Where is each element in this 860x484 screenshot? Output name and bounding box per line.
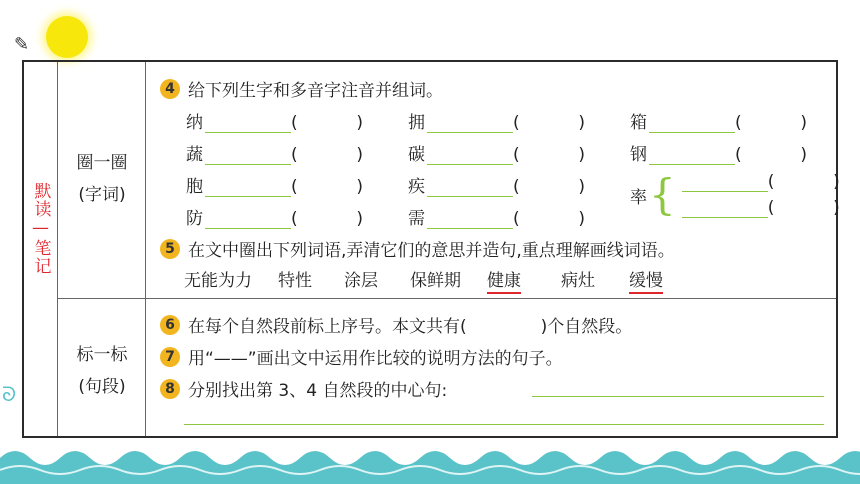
pinyin-blank[interactable] bbox=[682, 201, 768, 218]
char-item[interactable]: 箱 ( ) bbox=[630, 108, 807, 133]
char-label: 钢 bbox=[630, 145, 647, 165]
polyphonic-blank-row[interactable]: ( ) bbox=[680, 198, 840, 218]
sun-decoration bbox=[46, 16, 88, 58]
pinyin-blank[interactable] bbox=[205, 212, 291, 229]
word-item-underlined[interactable]: 健康 bbox=[487, 266, 521, 294]
pen-icon: ✎ bbox=[14, 34, 30, 55]
side-column bbox=[24, 62, 58, 436]
section1-label-line1: 圈一圈 bbox=[76, 153, 128, 173]
question-number-badge: 8 bbox=[160, 379, 180, 399]
pinyin-blank[interactable] bbox=[649, 148, 735, 165]
question-text-after: )个自然段。 bbox=[540, 317, 633, 337]
side-title: 默读—笔记 bbox=[30, 182, 51, 275]
char-item[interactable]: 防 ( ) bbox=[186, 204, 363, 229]
char-label: 碳 bbox=[408, 145, 425, 165]
question-7 bbox=[160, 344, 563, 369]
pinyin-blank[interactable] bbox=[427, 148, 513, 165]
word-item[interactable]: 无能为力 bbox=[184, 271, 252, 291]
answer-line[interactable] bbox=[532, 396, 824, 397]
char-label: 拥 bbox=[408, 113, 425, 133]
brace-icon: { bbox=[649, 170, 676, 219]
content-area bbox=[154, 62, 840, 436]
pinyin-blank[interactable] bbox=[205, 148, 291, 165]
word-item[interactable]: 保鲜期 bbox=[410, 271, 461, 291]
pinyin-blank[interactable] bbox=[205, 180, 291, 197]
question-number-badge: 5 bbox=[160, 239, 180, 259]
question-5 bbox=[160, 236, 675, 261]
polyphonic-blank-row[interactable]: ( ) bbox=[680, 172, 840, 192]
question-text: 用“——”画出文中运用作比较的说明方法的句子。 bbox=[188, 349, 563, 369]
question-text: 在文中圈出下列词语,弄清它们的意思并造句,重点理解画线词语。 bbox=[188, 241, 675, 261]
char-item[interactable]: 需 ( ) bbox=[408, 204, 585, 229]
word-item[interactable]: 涂层 bbox=[344, 271, 378, 291]
pinyin-blank[interactable] bbox=[682, 175, 768, 192]
char-item[interactable]: 钢 ( ) bbox=[630, 140, 807, 165]
wave-decoration bbox=[0, 444, 860, 484]
label-column bbox=[58, 62, 146, 436]
swirl-decoration-icon: ᘐ bbox=[2, 382, 17, 406]
polyphonic-char-label: 率 bbox=[630, 187, 647, 208]
section2-label-line2: (句段) bbox=[78, 377, 126, 397]
question-number-badge: 6 bbox=[160, 315, 180, 335]
question-text: 分别找出第 3、4 自然段的中心句: bbox=[188, 381, 448, 401]
question-text: 给下列生字和多音字注音并组词。 bbox=[188, 81, 443, 101]
char-label: 防 bbox=[186, 209, 203, 229]
pinyin-blank[interactable] bbox=[427, 116, 513, 133]
char-item[interactable]: 碳 ( ) bbox=[408, 140, 585, 165]
word-item-underlined[interactable]: 缓慢 bbox=[629, 266, 663, 294]
char-label: 箱 bbox=[630, 113, 647, 133]
pinyin-blank[interactable] bbox=[649, 116, 735, 133]
section1-label-line2: (字词) bbox=[78, 185, 126, 205]
question-number-badge: 4 bbox=[160, 79, 180, 99]
question-number-badge: 7 bbox=[160, 347, 180, 367]
char-item[interactable]: 胞 ( ) bbox=[186, 172, 363, 197]
word-item[interactable]: 病灶 bbox=[561, 271, 595, 291]
char-label: 疾 bbox=[408, 177, 425, 197]
char-label: 胞 bbox=[186, 177, 203, 197]
pinyin-blank[interactable] bbox=[427, 212, 513, 229]
section2-label-line1: 标一标 bbox=[76, 345, 128, 365]
pinyin-blank[interactable] bbox=[205, 116, 291, 133]
word-item[interactable]: 特性 bbox=[278, 271, 312, 291]
polyphonic-char-group bbox=[630, 172, 840, 218]
question-8 bbox=[160, 376, 447, 401]
word-list bbox=[184, 266, 663, 294]
char-label: 蔬 bbox=[186, 145, 203, 165]
char-label: 纳 bbox=[186, 113, 203, 133]
char-item[interactable]: 疾 ( ) bbox=[408, 172, 585, 197]
question-6 bbox=[160, 312, 632, 337]
answer-line[interactable] bbox=[184, 424, 824, 425]
char-label: 需 bbox=[408, 209, 425, 229]
question-4 bbox=[160, 76, 443, 101]
pinyin-blank[interactable] bbox=[427, 180, 513, 197]
question-text-before: 在每个自然段前标上序号。本文共有( bbox=[188, 317, 467, 337]
char-item[interactable]: 纳 ( ) bbox=[186, 108, 363, 133]
char-item[interactable]: 蔬 ( ) bbox=[186, 140, 363, 165]
worksheet-table bbox=[22, 60, 838, 438]
char-item[interactable]: 拥 ( ) bbox=[408, 108, 585, 133]
